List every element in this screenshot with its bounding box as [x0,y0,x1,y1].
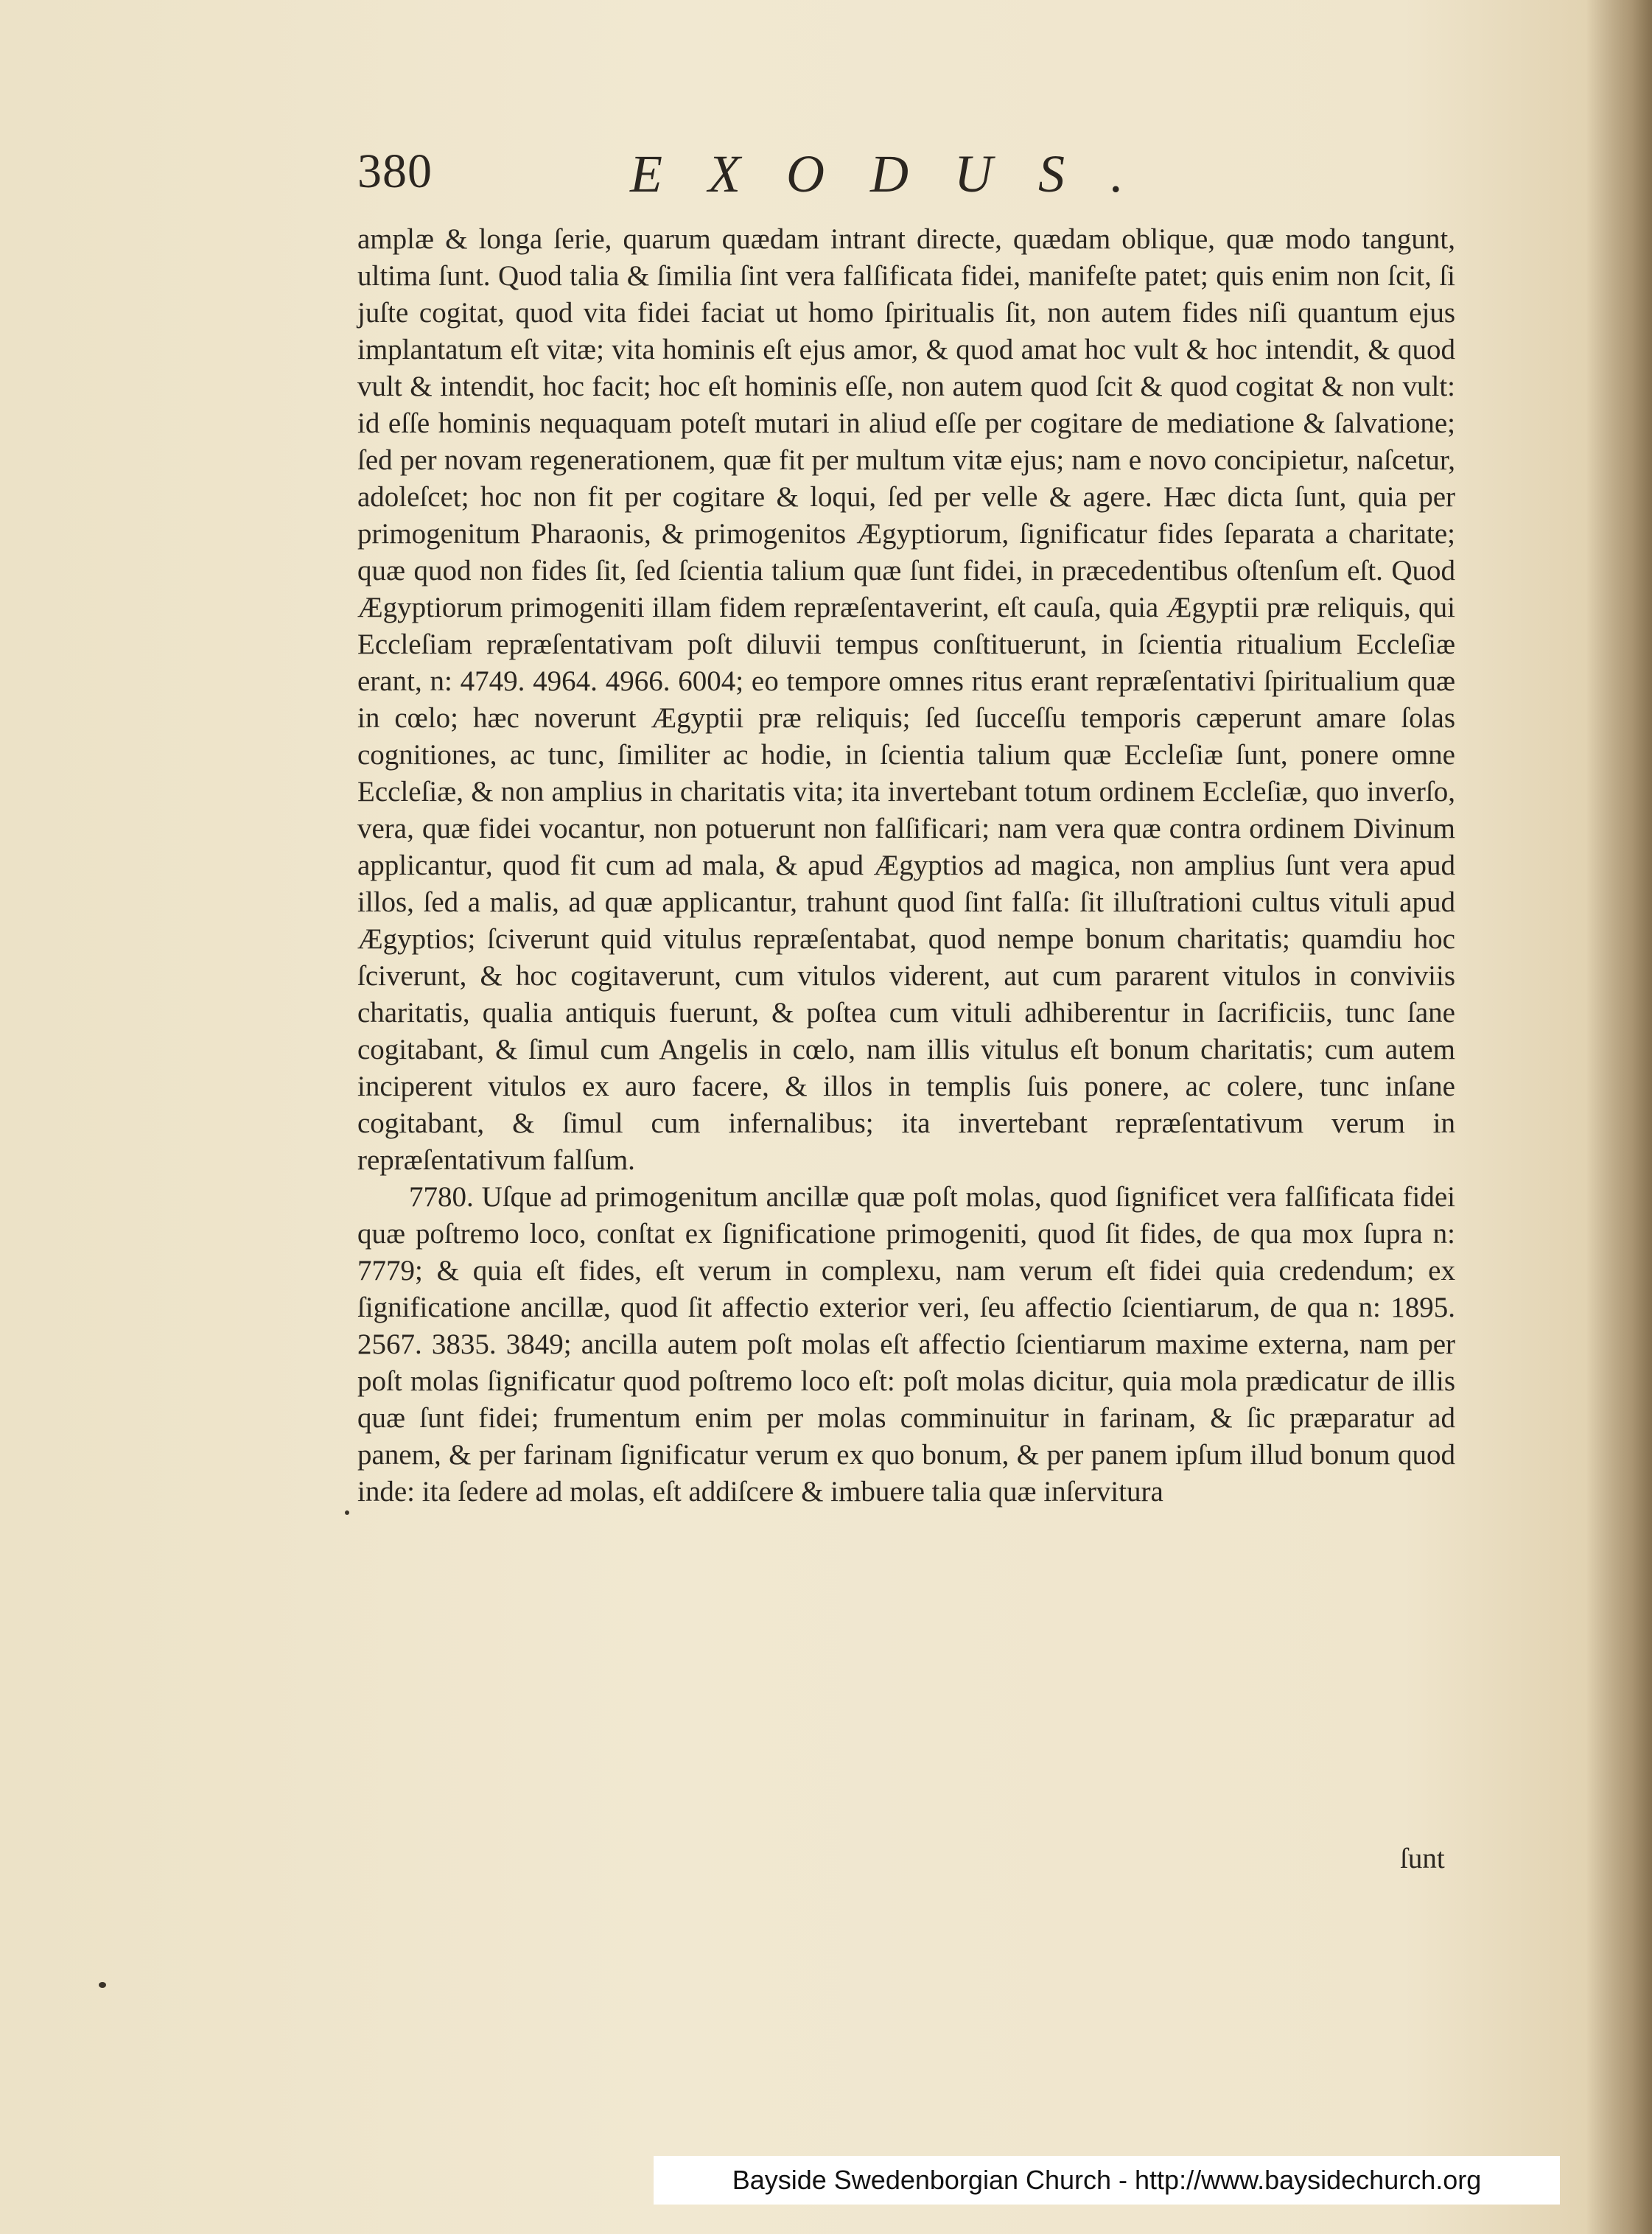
running-title: EXODUS. [630,144,1169,203]
page-number: 380 [357,144,433,198]
book-spine-shadow [1586,0,1652,2234]
body-text [357,221,1455,1510]
paragraph-7780: 7780. Uſque ad primogenitum ancillæ quæ poſt molas, quod ſignificet vera falſificata fidei quæ poſtremo loco, conſtat ex ſignificatione primogeniti, quod ſit fides, de qua mox ſupra n: 7779; & quia eſt fides, eſt verum in complexu, nam verum eſt fidei quia credendum; ex ſignificatione ancillæ, quod ſit affectio exterior veri, ſeu affectio ſcientiarum, de qua n: 1895. 2567. 3835. 3849; ancilla autem poſt molas eſt affectio ſcientiarum maxime externa, nam per poſt molas ſignificatur quod poſtremo loco eſt: poſt molas dicitur, quia mola prædicatur de illis quæ ſunt fidei; frumentum enim per molas comminuitur in farinam, & ſic præparatur ad panem, & per farinam ſignificatur verum ex quo bonum, & per panem ipſum illud bonum quod inde: ita ſedere ad molas, eſt addiſcere & imbuere talia quæ inſervitura [357,1181,1455,1508]
watermark-banner [654,2156,1560,2205]
paper-speck [345,1510,349,1515]
paragraph-1: amplæ & longa ſerie, quarum quædam intrant directe, quædam oblique, quæ modo tangunt, ultima ſunt. Quod talia & ſimilia ſint vera falſificata fidei, manifeſte patet; quis enim non ſcit, ſi juſte cogitat, quod vita fidei faciat ut homo ſpiritualis ſit, non autem fides niſi quantum ejus implantatum eſt vitæ; vita hominis eſt ejus amor, & quod amat hoc vult & hoc intendit, & quod vult & intendit, hoc facit; hoc eſt hominis eſſe, non autem quod ſcit & quod cogitat & non vult: id eſſe hominis nequaquam poteſt mutari in aliud eſſe per cogitare de mediatione & ſalvatione; ſed per novam regenerationem, quæ fit per multum vitæ ejus; nam e novo concipietur, naſcetur, adoleſcet; hoc non fit per cogitare & loqui, ſed per velle & agere. Hæc dicta ſunt, quia per primogenitum Pharaonis, & primogenitos Ægyptiorum, ſignificatur fides ſeparata a charitate; quæ quod non fides ſit, ſed ſcientia talium quæ ſunt fidei, in præcedentibus oſtenſum eſt. Quod Ægyptiorum primogeniti illam fidem repræſentaverint, eſt cauſa, quia Ægyptii præ reliquis, qui Eccleſiam repræſentativam poſt diluvii tempus conſtituerunt, in ſcientia ritualium Eccleſiæ erant, n: 4749. 4964. 4966. 6004; eo tempore omnes ritus erant repræſentativi ſpiritualium quæ in cœlo; hæc noverunt Ægyptii præ reliquis; ſed ſucceſſu temporis cæperunt amare ſolas cognitiones, ac tunc, ſimiliter ac hodie, in ſcientia talium quæ Eccleſiæ ſunt, ponere omne Eccleſiæ, & non amplius in charitatis vita; ita invertebant totum ordinem Eccleſiæ, quo inverſo, vera, quæ fidei vocantur, non potuerunt non falſificari; nam vera quæ contra ordinem Divinum applicantur, quod fit cum ad mala, & apud Ægyptios ad magica, non amplius ſunt vera apud illos, ſed a malis, ad quæ applicantur, trahunt quod ſint falſa: ſit illuſtrationi cultus vituli apud Ægyptios; ſciverunt quid vitulus repræſentabat, quod nempe bonum charitatis; quamdiu hoc ſciverunt, & hoc cogitaverunt, cum vitulos viderent, aut cum pararent vitulos in conviviis charitatis, qualia antiquis fuerunt, & poſtea cum vituli adhiberentur in ſacrificiis, tunc ſane cogitabant, & ſimul cum Angelis in cœlo, nam illis vitulus eſt bonum charitatis; cum autem inciperent vitulos ex auro facere, & illos in templis ſuis ponere, ac colere, tunc inſane cogitabant, & ſimul cum infernalibus; ita invertebant repræſentativum verum in repræſentativum falſum. [357,223,1455,1176]
catchword: ſunt [1400,1843,1445,1874]
paper-speck [99,1982,106,1988]
watermark-text: Bayside Swedenborgian Church - http://www.baysidechurch.org [732,2165,1482,2195]
page-header [357,144,1242,203]
